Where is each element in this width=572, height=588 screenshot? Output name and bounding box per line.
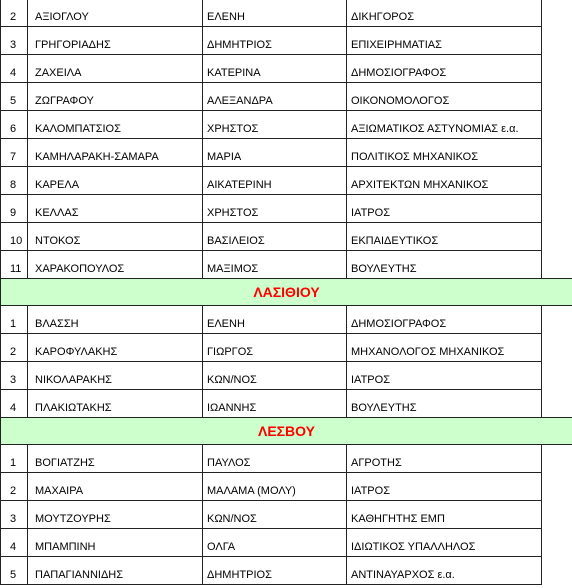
- profession-cell: ΑΓΡΟΤΗΣ: [347, 445, 542, 473]
- first-name-cell: ΔΗΜΗΤΡΙΟΣ: [203, 557, 347, 585]
- section-heading: ΛΕΣΒΟΥ: [1, 418, 572, 445]
- row-number-cell: 11: [1, 251, 28, 279]
- table-row: [1, 111, 572, 139]
- section-heading: ΛΑΣΙΘΙΟΥ: [1, 279, 572, 306]
- row-number-cell: 4: [1, 529, 28, 557]
- row-number-cell: 10: [1, 223, 28, 251]
- candidates-table-body: [1, 0, 572, 585]
- row-number-cell: 4: [1, 390, 28, 418]
- surname-cell: ΜΠΑΜΠΙΝΗ: [28, 529, 203, 557]
- row-number-cell: 2: [1, 473, 28, 501]
- surname-cell: ΑΞΙΟΓΛΟΥ: [28, 0, 203, 27]
- empty-cell: [542, 306, 572, 334]
- table-row: [1, 223, 572, 251]
- table-row: [1, 306, 572, 334]
- row-number-cell: 9: [1, 195, 28, 223]
- first-name-cell: ΟΛΓΑ: [203, 529, 347, 557]
- surname-cell: ΜΟΥΤΖΟΥΡΗΣ: [28, 501, 203, 529]
- profession-cell: ΑΡΧΙΤΕΚΤΩΝ ΜΗΧΑΝΙΚΟΣ: [347, 167, 542, 195]
- table-row: [1, 445, 572, 473]
- profession-cell: ΕΠΙΧΕΙΡΗΜΑΤΙΑΣ: [347, 27, 542, 55]
- first-name-cell: ΚΩΝ/ΝΟΣ: [203, 362, 347, 390]
- empty-cell: [542, 0, 572, 27]
- table-row: [1, 0, 572, 27]
- row-number-cell: 7: [1, 139, 28, 167]
- row-number-cell: 4: [1, 55, 28, 83]
- table-row: [1, 83, 572, 111]
- profession-cell: ΕΚΠΑΙΔΕΥΤΙΚΟΣ: [347, 223, 542, 251]
- row-number-cell: 8: [1, 167, 28, 195]
- surname-cell: ΝΤΟΚΟΣ: [28, 223, 203, 251]
- section-heading-row: [1, 418, 572, 445]
- profession-cell: ΙΑΤΡΟΣ: [347, 473, 542, 501]
- row-number-cell: 5: [1, 557, 28, 585]
- profession-cell: ΒΟΥΛΕΥΤΗΣ: [347, 390, 542, 418]
- table-row: [1, 501, 572, 529]
- profession-cell: ΒΟΥΛΕΥΤΗΣ: [347, 251, 542, 279]
- empty-cell: [542, 362, 572, 390]
- profession-cell: ΠΟΛΙΤΙΚΟΣ ΜΗΧΑΝΙΚΟΣ: [347, 139, 542, 167]
- profession-cell: ΙΔΙΩΤΙΚΟΣ ΥΠΑΛΛΗΛΟΣ: [347, 529, 542, 557]
- first-name-cell: ΑΛΕΞΑΝΔΡΑ: [203, 83, 347, 111]
- row-number-cell: 3: [1, 27, 28, 55]
- first-name-cell: ΜΑΡΙΑ: [203, 139, 347, 167]
- table-row: [1, 251, 572, 279]
- empty-cell: [542, 195, 572, 223]
- surname-cell: ΒΛΑΣΣΗ: [28, 306, 203, 334]
- first-name-cell: ΒΑΣΙΛΕΙΟΣ: [203, 223, 347, 251]
- profession-cell: ΙΑΤΡΟΣ: [347, 195, 542, 223]
- profession-cell: ΙΑΤΡΟΣ: [347, 362, 542, 390]
- first-name-cell: ΓΙΩΡΓΟΣ: [203, 334, 347, 362]
- first-name-cell: ΑΙΚΑΤΕΡΙΝΗ: [203, 167, 347, 195]
- surname-cell: ΠΛΑΚΙΩΤΑΚΗΣ: [28, 390, 203, 418]
- first-name-cell: ΙΩΑΝΝΗΣ: [203, 390, 347, 418]
- profession-cell: ΑΞΙΩΜΑΤΙΚΟΣ ΑΣΤΥΝΟΜΙΑΣ ε.α.: [347, 111, 542, 139]
- first-name-cell: ΜΑΞΙΜΟΣ: [203, 251, 347, 279]
- table-row: [1, 473, 572, 501]
- empty-cell: [542, 473, 572, 501]
- surname-cell: ΖΑΧΕΙΛΑ: [28, 55, 203, 83]
- surname-cell: ΠΑΠΑΓΙΑΝΝΙΔΗΣ: [28, 557, 203, 585]
- first-name-cell: ΕΛΕΝΗ: [203, 0, 347, 27]
- section-heading-row: [1, 279, 572, 306]
- empty-cell: [542, 223, 572, 251]
- empty-cell: [542, 529, 572, 557]
- row-number-cell: 2: [1, 334, 28, 362]
- surname-cell: ΒΟΓΙΑΤΖΗΣ: [28, 445, 203, 473]
- row-number-cell: 1: [1, 445, 28, 473]
- surname-cell: ΖΩΓΡΑΦΟΥ: [28, 83, 203, 111]
- table-row: [1, 334, 572, 362]
- profession-cell: ΚΑΘΗΓΗΤΗΣ ΕΜΠ: [347, 501, 542, 529]
- surname-cell: ΚΑΛΟΜΠΑΤΣΙΟΣ: [28, 111, 203, 139]
- row-number-cell: 3: [1, 362, 28, 390]
- empty-cell: [542, 334, 572, 362]
- table-row: [1, 362, 572, 390]
- empty-cell: [542, 557, 572, 585]
- empty-cell: [542, 167, 572, 195]
- surname-cell: ΚΑΡΟΦΥΛΑΚΗΣ: [28, 334, 203, 362]
- empty-cell: [542, 139, 572, 167]
- empty-cell: [542, 251, 572, 279]
- surname-cell: ΚΑΡΕΛΑ: [28, 167, 203, 195]
- surname-cell: ΚΕΛΛΑΣ: [28, 195, 203, 223]
- first-name-cell: ΕΛΕΝΗ: [203, 306, 347, 334]
- table-row: [1, 139, 572, 167]
- row-number-cell: 2: [1, 0, 28, 27]
- table-row: [1, 27, 572, 55]
- row-number-cell: 5: [1, 83, 28, 111]
- surname-cell: ΚΑΜΗΛΑΡΑΚΗ-ΣΑΜΑΡΑ: [28, 139, 203, 167]
- table-row: [1, 195, 572, 223]
- empty-cell: [542, 27, 572, 55]
- row-number-cell: 3: [1, 501, 28, 529]
- first-name-cell: ΚΩΝ/ΝΟΣ: [203, 501, 347, 529]
- profession-cell: ΔΙΚΗΓΟΡΟΣ: [347, 0, 542, 27]
- profession-cell: ΜΗΧΑΝΟΛΟΓΟΣ ΜΗΧΑΝΙΚΟΣ: [347, 334, 542, 362]
- table-row: [1, 167, 572, 195]
- table-row: [1, 529, 572, 557]
- table-row: [1, 55, 572, 83]
- row-number-cell: 6: [1, 111, 28, 139]
- first-name-cell: ΧΡΗΣΤΟΣ: [203, 195, 347, 223]
- profession-cell: ΟΙΚΟΝΟΜΟΛΟΓΟΣ: [347, 83, 542, 111]
- row-number-cell: 1: [1, 306, 28, 334]
- first-name-cell: ΚΑΤΕΡΙΝΑ: [203, 55, 347, 83]
- surname-cell: ΧΑΡΑΚΟΠΟΥΛΟΣ: [28, 251, 203, 279]
- empty-cell: [542, 390, 572, 418]
- first-name-cell: ΠΑΥΛΟΣ: [203, 445, 347, 473]
- surname-cell: ΓΡΗΓΟΡΙΑΔΗΣ: [28, 27, 203, 55]
- table-row: [1, 390, 572, 418]
- empty-cell: [542, 55, 572, 83]
- first-name-cell: ΔΗΜΗΤΡΙΟΣ: [203, 27, 347, 55]
- empty-cell: [542, 445, 572, 473]
- empty-cell: [542, 83, 572, 111]
- surname-cell: ΝΙΚΟΛΑΡΑΚΗΣ: [28, 362, 203, 390]
- profession-cell: ΔΗΜΟΣΙΟΓΡΑΦΟΣ: [347, 306, 542, 334]
- first-name-cell: ΧΡΗΣΤΟΣ: [203, 111, 347, 139]
- surname-cell: ΜΑΧΑΙΡΑ: [28, 473, 203, 501]
- profession-cell: ΑΝΤΙΝΑΥΑΡΧΟΣ ε.α.: [347, 557, 542, 585]
- first-name-cell: ΜΑΛΑΜΑ (ΜΟΛΥ): [203, 473, 347, 501]
- empty-cell: [542, 501, 572, 529]
- table-row: [1, 557, 572, 585]
- profession-cell: ΔΗΜΟΣΙΟΓΡΑΦΟΣ: [347, 55, 542, 83]
- empty-cell: [542, 111, 572, 139]
